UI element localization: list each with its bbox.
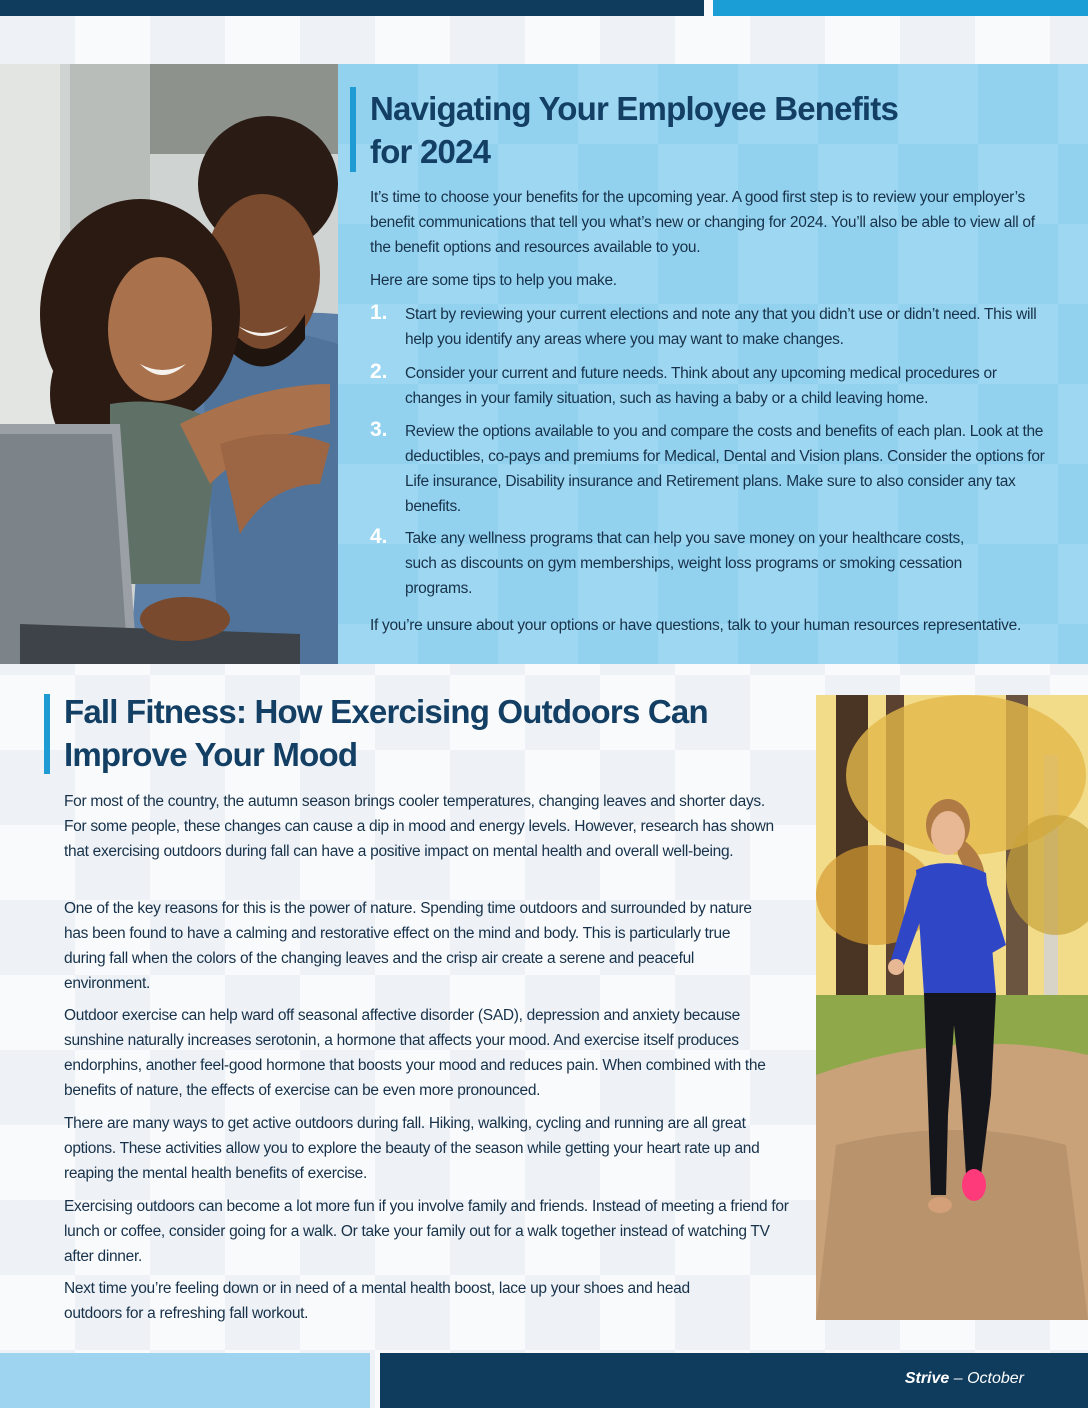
footer-separator: – — [949, 1370, 968, 1387]
tip-item — [370, 302, 1050, 354]
tip-number: 4. — [370, 525, 388, 548]
benefits-intro: It’s time to choose your benefits for the upcoming year. A good first step is to review your employer’s benefit communications that tell you what’s new or changing for 2024. You’ll also be able to view all of the benefit options and resources available to you. — [370, 189, 1035, 256]
fitness-paragraph: Outdoor exercise can help ward off seasonal affective disorder (SAD), depression and anxiety because sunshine naturally increases serotonin, a hormone that affects your mood. And exercise itself produces endorphins, another feel-good hormone that boosts your mood and reduces pain. When combined with the benefits of nature, the effects of exercise can be even more pronounced. — [64, 1007, 766, 1099]
tip-item — [370, 361, 1050, 413]
tip-number: 2. — [370, 360, 388, 383]
footer-light-bar — [0, 1353, 370, 1408]
fitness-title — [64, 690, 794, 776]
tip-text: Review the options available to you and compare the costs and benefits of each plan. Look at the deductibles, co-pays and premiums for Medical, Dental and Vision plans. Consider the options for Life insurance, Disability insurance and Retirement plans. Make sure to also consider any tax benefits. — [405, 423, 1045, 515]
fitness-paragraph: One of the key reasons for this is the power of nature. Spending time outdoors and surrounded by nature has been found to have a calming and restorative effect on the mind and body. This is particularly true during fall when the colors of the changing leaves and the crisp air create a serene and peaceful environment. — [64, 900, 752, 992]
fitness-title-line2: Improve Your Mood — [64, 736, 358, 773]
fitness-paragraph: For most of the country, the autumn season brings cooler temperatures, changing leaves and shorter days. For some people, these changes can cause a dip in mood and energy levels. However, research has shown that exercising outdoors during fall can have a positive impact on mental health and overall well-being. — [64, 793, 774, 860]
tip-text: Take any wellness programs that can help you save money on your healthcare costs, such as discounts on gym memberships, weight loss programs or smoking cessation programs. — [405, 530, 964, 597]
tip-item — [370, 419, 1050, 521]
footer-month: October — [967, 1370, 1024, 1387]
top-bar-light — [713, 0, 1088, 16]
top-bar-dark — [0, 0, 704, 16]
title-accent-bar — [350, 87, 356, 172]
fitness-paragraph: There are many ways to get active outdoors during fall. Hiking, walking, cycling and running are all great options. These activities allow you to explore the beauty of the season while getting your heart rate up and reaping the mental health benefits of exercise. — [64, 1115, 760, 1182]
tip-text: Start by reviewing your current elections and note any that you didn’t use or didn’t need. This will help you identify any areas where you may want to make changes. — [405, 306, 1037, 348]
tip-item — [370, 526, 1050, 603]
tip-number: 3. — [370, 418, 388, 441]
tip-text: Consider your current and future needs. Think about any upcoming medical procedures or changes in your family situation, such as having a baby or a child leaving home. — [405, 365, 997, 407]
couple-laptop-photo — [0, 64, 338, 664]
tip-number: 1. — [370, 301, 388, 324]
footer-label — [905, 1368, 1024, 1390]
fitness-paragraph: Exercising outdoors can become a lot more fun if you involve family and friends. Instead of meeting a friend for lunch or coffee, consider going for a walk. Or take your family out for a walk together instead of watching TV after dinner. — [64, 1198, 789, 1265]
benefits-title-line1: Navigating Your Employee Benefits — [370, 90, 899, 127]
tips-lead: Here are some tips to help you make. — [370, 272, 617, 289]
footer-brand: Strive — [904, 1370, 950, 1387]
fitness-paragraph: Next time you’re feeling down or in need of a mental health boost, lace up your shoes and head outdoors for a refreshing fall workout. — [64, 1280, 690, 1322]
benefits-title-line2: for 2024 — [370, 133, 491, 170]
title-accent-bar — [44, 694, 50, 774]
runner-autumn-photo — [816, 695, 1088, 1320]
benefits-title — [370, 87, 1060, 173]
benefits-closing: If you’re unsure about your options or have questions, talk to your human resources representative. — [370, 617, 1021, 634]
fitness-title-line1: Fall Fitness: How Exercising Outdoors Can — [64, 693, 708, 730]
